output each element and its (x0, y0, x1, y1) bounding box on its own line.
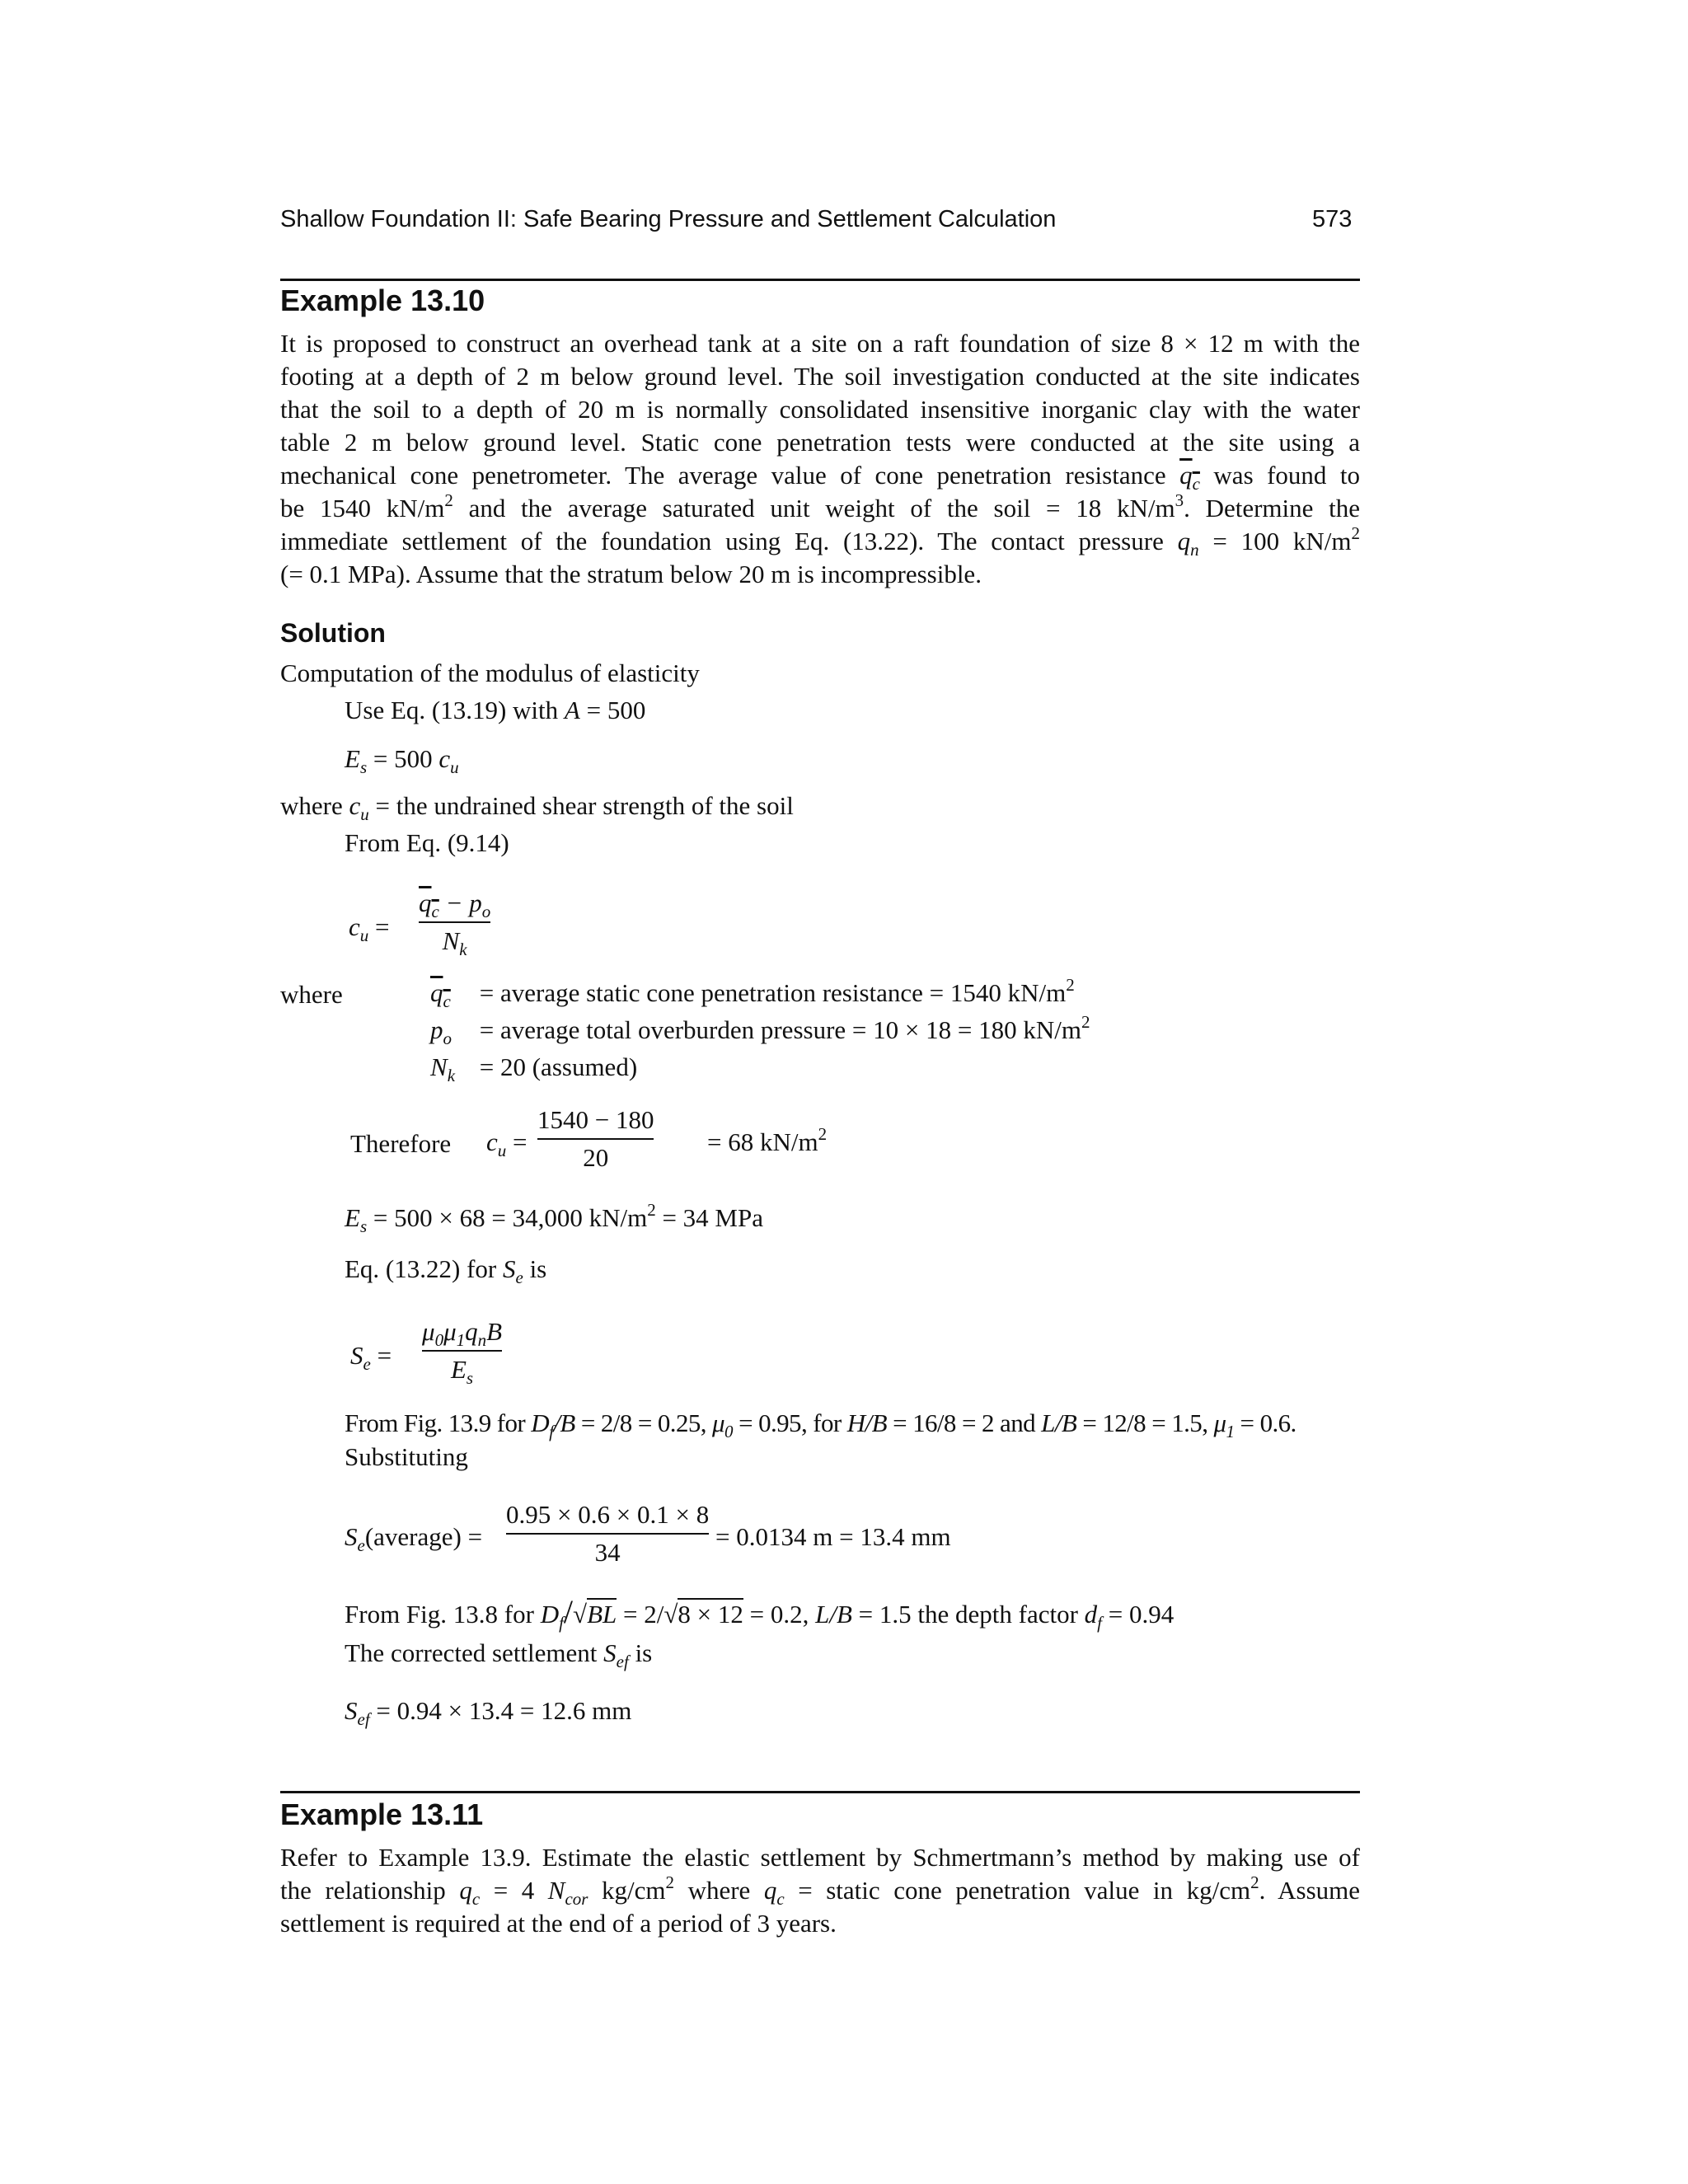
running-title: Shallow Foundation II: Safe Bearing Pressure and Settlement Calculation (280, 206, 1057, 232)
example-statement (280, 327, 1360, 591)
text-line: mechanical cone penetrometer. The average value of cone penetration resistance $q_c$ was found to (280, 461, 1361, 494)
text-line: be 1540 $kN/m^2$ and the average saturated unit weight of the soil = 18 $kN/m^3$. Determine the (280, 490, 1361, 523)
se-average-label: $S_e(average)$ = (345, 1522, 483, 1555)
therefore-label: Therefore (350, 1129, 452, 1158)
cu-result: = 68 $kN/m^2$ (707, 1124, 828, 1156)
fig-138-line: From Fig. 13.8 for $D_f/√BL = 2/√8 \times 12 = 0.2$, L/B = 1.5 the depth factor $d_f = 0.94$ (345, 1593, 1175, 1633)
se-fraction: $\mu_0\mu_1q_nB$ $E_s$ (422, 1317, 503, 1388)
text-line: It is proposed to construct an overhead tank at a site on a raft foundation of size 8 × 12 m with the (280, 329, 1360, 358)
text-line: immediate settlement of the foundation using Eq. (13.22). The contact pressure $q_n = 100$ $kN/m^2$ (280, 523, 1360, 560)
fig-139-line: From Fig. 13.9 for $D_f/B = 2/8 = 0.25$, $\mu_0 = 0.95$, for H/B = 16/8 = 2 and L/B = 12/8 = 1.5, $\mu_1 = 0.6$. (345, 1408, 1296, 1441)
se-average-result: = 0.0134 m = 13.4 mm (715, 1522, 951, 1551)
use-eq-line: Use Eq. (13.19) with A = 500 (345, 696, 646, 724)
example-heading: Example 13.10 (280, 284, 485, 317)
cu-fraction: $q_c - p_o$ $N_k$ (419, 888, 491, 959)
se-symbol: $S_e$ = (350, 1341, 392, 1374)
example-heading: Example 13.11 (280, 1797, 484, 1831)
where-cu-line: where $c_u$ = the undrained shear strength of the soil (280, 791, 794, 824)
def-row: $p_o$ = average total overburden pressure = 10 × 18 = 180 $kN/m^2$ (430, 1012, 1090, 1048)
page-number: 573 (1312, 206, 1353, 232)
text-line: that the soil to a depth of 20 m is normally consolidated insensitive inorganic clay with the water (280, 395, 1360, 424)
cu-symbol: $c_u$ = (486, 1127, 528, 1160)
substituting-line: Substituting (345, 1442, 468, 1471)
eq-1322-line: Eq. (13.22) for $S_e$ is (345, 1254, 547, 1287)
text-line: table 2 m below ground level. Static cone penetration tests were conducted at the site using a (280, 428, 1360, 457)
corrected-line: The corrected settlement $S_{ef}$ is (345, 1638, 653, 1671)
from-eq-line: From Eq. (9.14) (345, 828, 509, 857)
where-label: where (280, 980, 343, 1009)
cu-symbol: $c_u$ = (349, 912, 390, 945)
solution-intro: Computation of the modulus of elasticity (280, 658, 700, 687)
text-line: (= 0.1 MPa). Assume that the stratum below 20 m is incompressible. (280, 560, 982, 588)
text-line: Refer to Example 13.9. Estimate the elastic settlement by Schmertmann’s method by making use of (280, 1843, 1360, 1872)
se-average-fraction: 0.95 × 0.6 × 0.1 × 8 34 (506, 1500, 710, 1567)
es-formula: $E_s = 500$ $c_u$ (345, 744, 459, 777)
text-line: the relationship $q_c = 4$ $N_{cor}$ $kg/cm^2$ where $q_c$ = static cone penetration value in $kg/cm^2$. Assume (280, 1872, 1361, 1909)
def-row: $N_k = 20$ (assumed) (430, 1052, 638, 1085)
sef-result: $S_{ef} = 0.94 \times 13.4 = 12.6$ mm (345, 1696, 632, 1729)
section-rule (280, 279, 1360, 281)
cu-value-fraction: 1540 − 180 20 (537, 1105, 654, 1172)
es-result: $E_s = 500 \times 68 = 34,000$ $kN/m^2 = 34$ MPa (345, 1200, 763, 1236)
text-line: footing at a depth of 2 m below ground level. The soil investigation conducted at the site indicates (280, 362, 1360, 391)
example-statement (280, 1841, 1360, 1940)
def-row: $q_c$ = average static cone penetration resistance = 1540 $kN/m^2$ (430, 975, 1075, 1011)
text-line: settlement is required at the end of a period of 3 years. (280, 1909, 837, 1938)
section-rule (280, 1791, 1360, 1793)
solution-heading: Solution (280, 618, 386, 648)
